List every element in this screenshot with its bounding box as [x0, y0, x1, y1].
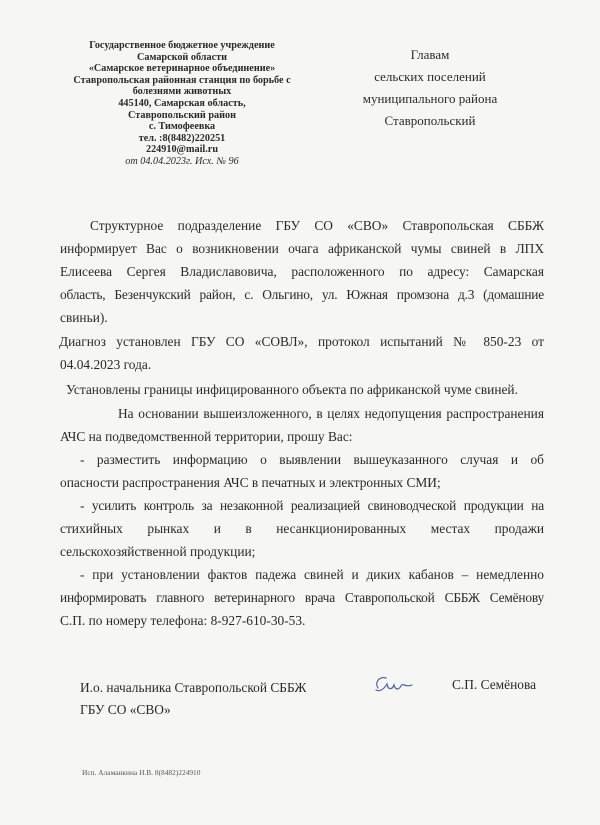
text-line: 04.04.2023 года. — [60, 357, 152, 372]
text-line: Структурное подразделение ГБУ СО «СВО» Ставропольская СББЖ — [90, 218, 544, 233]
paragraph-diagnosis — [60, 330, 544, 376]
paragraph-borders — [60, 378, 550, 401]
text-line: С.П. по номеру телефона: 8-927-610-30-53. — [60, 613, 306, 628]
text-line: информировать главного ветеринарного врача Ставропольской СББЖ Семёнову — [60, 590, 544, 605]
text-line: На основании вышеизложенного, в целях недопущения распространения — [118, 406, 544, 421]
paragraph-outbreak-notice — [60, 214, 544, 329]
recipient-block — [330, 44, 530, 132]
org-line: болезнями животных — [132, 86, 232, 98]
text-line: сельскохозяйственной продукции; — [60, 544, 256, 559]
signatory-position — [80, 677, 306, 721]
text-line: информирует Вас о возникновении очага африканской чумы свиней в ЛПХ — [60, 241, 544, 256]
text-line: Установлены границы инфицированного объекта по африканской чуме свиней. — [66, 382, 518, 397]
paragraph-requests — [60, 402, 544, 632]
text-line: опасности распространения АЧС в печатных и электронных СМИ; — [60, 475, 441, 490]
text-line: Елисеева Сергея Владиславовича, расположенного по адресу: Самарская — [60, 264, 544, 279]
org-line: Самарской области — [137, 51, 227, 63]
text-line: область, Безенчукский район, с. Ольгино, ул. Южная промзона д.3 (домашние — [60, 287, 544, 302]
signatory-name: С.П. Семёнова — [452, 677, 537, 692]
recipient-line: Ставропольский — [384, 113, 476, 128]
org-email: 224910@mail.ru — [145, 144, 218, 156]
org-line: Ставропольская районная станция по борьбе с — [73, 74, 291, 86]
recipient-line: Главам — [410, 47, 450, 62]
text-line: стихийных рынках и в несанкционированных местах продажи — [60, 521, 544, 536]
org-line: с. Тимофеевка — [148, 121, 216, 133]
recipient-line: муниципального района — [362, 91, 498, 106]
org-line: Ставропольский район — [128, 109, 236, 121]
position-line: ГБУ СО «СВО» — [80, 702, 171, 717]
position-line: И.о. начальника Ставропольской СББЖ — [80, 680, 307, 695]
sender-organization-block — [62, 40, 302, 168]
handwritten-signature — [370, 670, 416, 698]
org-line: Государственное бюджетное учреждение — [89, 40, 275, 51]
org-phone: тел. :8(8482)220251 — [138, 132, 226, 144]
org-line: «Самарское ветеринарное объединение» — [88, 63, 276, 75]
request-item: - при установлении фактов падежа свиней и диких кабанов – немедленно — [80, 567, 544, 582]
recipient-line: сельских поселений — [374, 69, 486, 84]
text-line: свиньи). — [60, 310, 108, 325]
outgoing-reference: от 04.04.2023г. Исх. № 96 — [125, 155, 239, 167]
request-item: - усилить контроль за незаконной реализацией свиноводческой продукции на — [80, 498, 544, 513]
text-line: Диагноз установлен ГБУ СО «СОВЛ», протокол испытаний № 850-23 от — [59, 334, 544, 349]
org-line: 445140, Самарская область, — [118, 97, 246, 109]
text-line: АЧС на подведомственной территории, прошу Вас: — [60, 429, 353, 444]
executor-note: Исп. Аламанкина Н.В. 8(8482)224910 — [82, 768, 201, 777]
request-item: - разместить информацию о выявлении вышеуказанного случая и об — [80, 452, 544, 467]
